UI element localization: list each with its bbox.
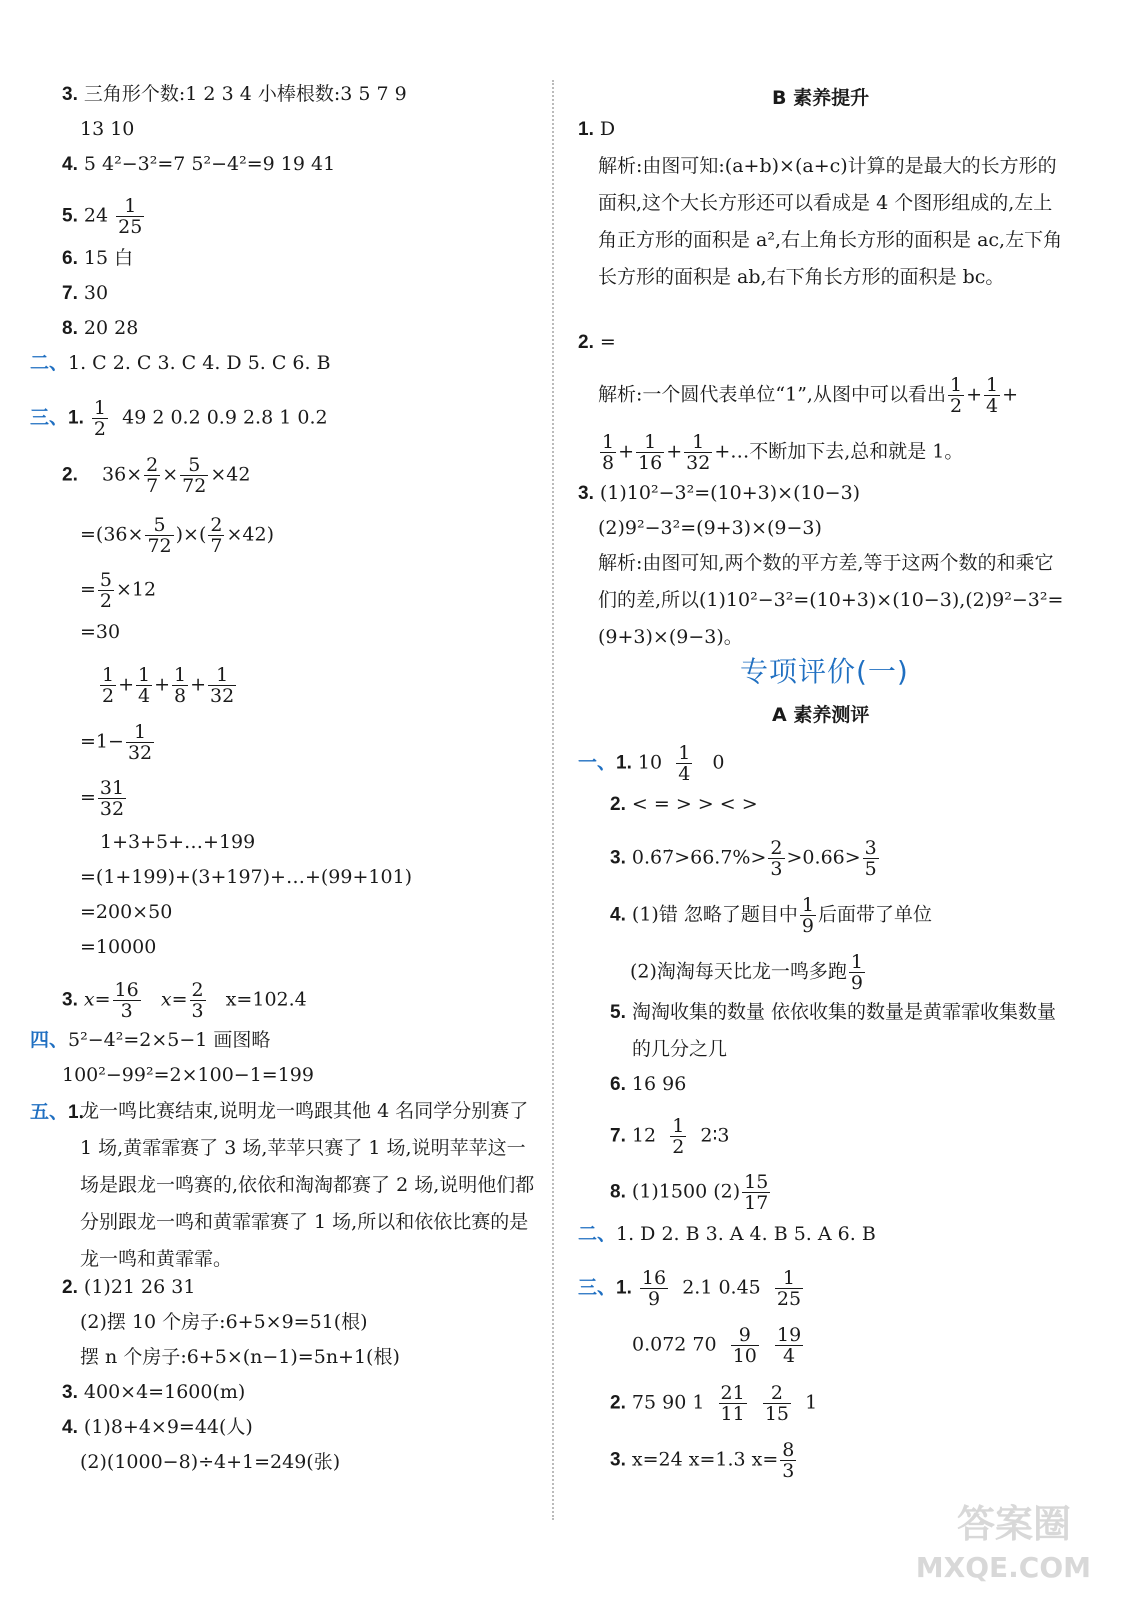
section-5-label: 五、1. bbox=[30, 1102, 84, 1123]
calc2-line2: =1− $\frac{1}{32}$ bbox=[80, 721, 153, 764]
q7: 7. 30 bbox=[62, 282, 109, 304]
b-q3-a: 3. (1)10²−3²=(10+3)×(10−3) bbox=[578, 482, 861, 504]
calc-line4: =30 bbox=[80, 621, 121, 643]
s5-q2-a: 2. (1)21 26 31 bbox=[62, 1276, 196, 1298]
s5-q3: 3. 400×4=1600(m) bbox=[62, 1381, 246, 1403]
calc-line1: 2. 36× $\frac{2}{7}$ × $\frac{5}{72}$ ×42 bbox=[62, 454, 251, 497]
section-title: 专项评价(一) bbox=[740, 655, 909, 688]
section-4-line1: 四、5²−4²=2×5−1 画图略 bbox=[30, 1029, 271, 1051]
heading-a: A 素养测评 bbox=[772, 704, 870, 726]
calc3-line2: =(1+199)+(3+197)+…+(99+101) bbox=[80, 866, 413, 888]
b-q1-explanation: 解析:由图可知:(a+b)×(a+c)计算的是最大的长方形的面积,这个大长方形还可以看成是 4 个图形组成的,左上角正方形的面积是 a²,右上角长方形的面积是 ac,左下角长方形的面积是 ab,右下角长方形的面积是 bc。 bbox=[598, 155, 1063, 288]
q6: 6. 15 白 bbox=[62, 247, 134, 269]
calc3-line3: =200×50 bbox=[80, 901, 173, 923]
b-q3-b: (2)9²−3²=(9+3)×(9−3) bbox=[598, 517, 822, 539]
a1-q7: 7. 12 $\frac{1}{2}$ 2∶3 bbox=[610, 1115, 730, 1158]
a1-q8: 8. (1)1500 (2) $\frac{15}{17}$ bbox=[610, 1171, 769, 1214]
watermark: MXQE.COM bbox=[915, 1551, 1091, 1584]
section-3-q3: 3. x= $\frac{16}{3}$ x= $\frac{2}{3}$ x=102.4 bbox=[62, 979, 307, 1022]
b-q3-explanation: 解析:由图可知,两个数的平方差,等于这两个数的和乘它们的差,所以(1)10²−3²=(10+3)×(10−3),(2)9²−3²=(9+3)×(9−3)。 bbox=[598, 552, 1064, 648]
s5-q2-c: 摆 n 个房子:6+5×(n−1)=5n+1(根) bbox=[80, 1346, 400, 1368]
s5-q4-b: (2)(1000−8)÷4+1=249(张) bbox=[80, 1451, 341, 1473]
q4: 4. 5 4²−3²=7 5²−4²=9 19 41 bbox=[62, 153, 336, 175]
section-4-line2: 100²−99²=2×100−1=199 bbox=[62, 1064, 314, 1086]
calc2-line1: $\frac{1}{2}$ + $\frac{1}{4}$ + $\frac{1}{8}$ + $\frac{1}{32}$ bbox=[102, 664, 235, 707]
calc3-line1: 1+3+5+…+199 bbox=[100, 831, 256, 853]
a1-q3: 3. 0.6̇7̇>66.7%> $\frac{2}{3}$ >0.66> $\frac{3}{5}$ bbox=[610, 837, 877, 880]
b-q2: 2. = bbox=[578, 331, 616, 353]
a1-q5-num: 5. bbox=[610, 1002, 626, 1023]
calc-line3: = $\frac{5}{2}$ ×12 bbox=[80, 569, 157, 612]
q5: 5. 24 $\frac{1}{25}$ bbox=[62, 195, 143, 238]
a1-q1: 一、1. 10 $\frac{1}{4}$ 0 bbox=[578, 742, 725, 785]
heading-b: B 素养提升 bbox=[772, 87, 870, 109]
a-section-3-q3: 3. x=24 x=1.3 x= $\frac{8}{3}$ bbox=[610, 1439, 795, 1482]
q8: 8. 20 28 bbox=[62, 317, 139, 339]
watermark-logo: 答案圈 bbox=[956, 1502, 1071, 1546]
b-q2-explanation-b: $\frac{1}{8}$ + $\frac{1}{16}$ + $\frac{1}{32}$ +…不断加下去,总和就是 1。 bbox=[602, 431, 964, 474]
section-5-q1-text: 龙一鸣比赛结束,说明龙一鸣跟其他 4 名同学分别赛了 1 场,黄霏霏赛了 3 场,苹苹只赛了 1 场,说明苹苹这一场是跟龙一鸣赛的,依依和淘淘都赛了 2 场,说明他们都分别跟龙一鸣和黄霏霏赛了 1 场,所以和依依比赛的是龙一鸣和黄霏霏。 bbox=[80, 1100, 535, 1270]
a-section-3-q1-a: 三、1. $\frac{16}{9}$ 2.1 0.45 $\frac{1}{25}$ bbox=[578, 1267, 802, 1310]
a-section-3-q1-b: 0.072 70 $\frac{9}{10}$ $\frac{19}{4}$ bbox=[632, 1324, 802, 1367]
column-divider bbox=[552, 80, 554, 1520]
a1-q5: 淘淘收集的数量 依依收集的数量是黄霏霏收集数量的几分之几 bbox=[632, 1001, 1057, 1060]
a-section-3-q2: 2. 75 90 1 $\frac{21}{11}$ $\frac{2}{15}$ 1 bbox=[610, 1382, 818, 1425]
a-section-2: 二、1. D 2. B 3. A 4. B 5. A 6. B bbox=[578, 1223, 876, 1245]
a1-q4-b: (2)淘淘每天比龙一鸣多跑 $\frac{1}{9}$ bbox=[630, 951, 864, 994]
calc-line2: =(36× $\frac{5}{72}$ )×( $\frac{2}{7}$ ×42) bbox=[80, 514, 274, 557]
section-3-q1: 三、1. $\frac{1}{2}$ 49 2 0.2 0.9 2.8 1 0.2 bbox=[30, 397, 328, 440]
a1-q4-a: 4. (1)错 忽略了题目中 $\frac{1}{9}$ 后面带了单位 bbox=[610, 894, 932, 937]
q3-line1: 3. 三角形个数:1 2 3 4 小棒根数:3 5 7 9 bbox=[62, 83, 407, 105]
a1-q6: 6. 16 96 bbox=[610, 1073, 687, 1095]
calc2-line3: = $\frac{31}{32}$ bbox=[80, 777, 125, 820]
s5-q2-b: (2)摆 10 个房子:6+5×9=51(根) bbox=[80, 1311, 368, 1333]
b-q2-explanation-a: 解析:一个圆代表单位“1”,从图中可以看出 $\frac{1}{2}$ + $\frac{1}{4}$ + bbox=[598, 374, 1018, 417]
calc3-line4: =10000 bbox=[80, 936, 157, 958]
q3-line2: 13 10 bbox=[80, 118, 135, 140]
section-2: 二、1. C 2. C 3. C 4. D 5. C 6. B bbox=[30, 352, 331, 374]
a1-q2: 2. < = > > < > bbox=[610, 793, 758, 815]
b-q1: 1. D bbox=[578, 118, 616, 140]
s5-q4-a: 4. (1)8+4×9=44(人) bbox=[62, 1416, 253, 1438]
